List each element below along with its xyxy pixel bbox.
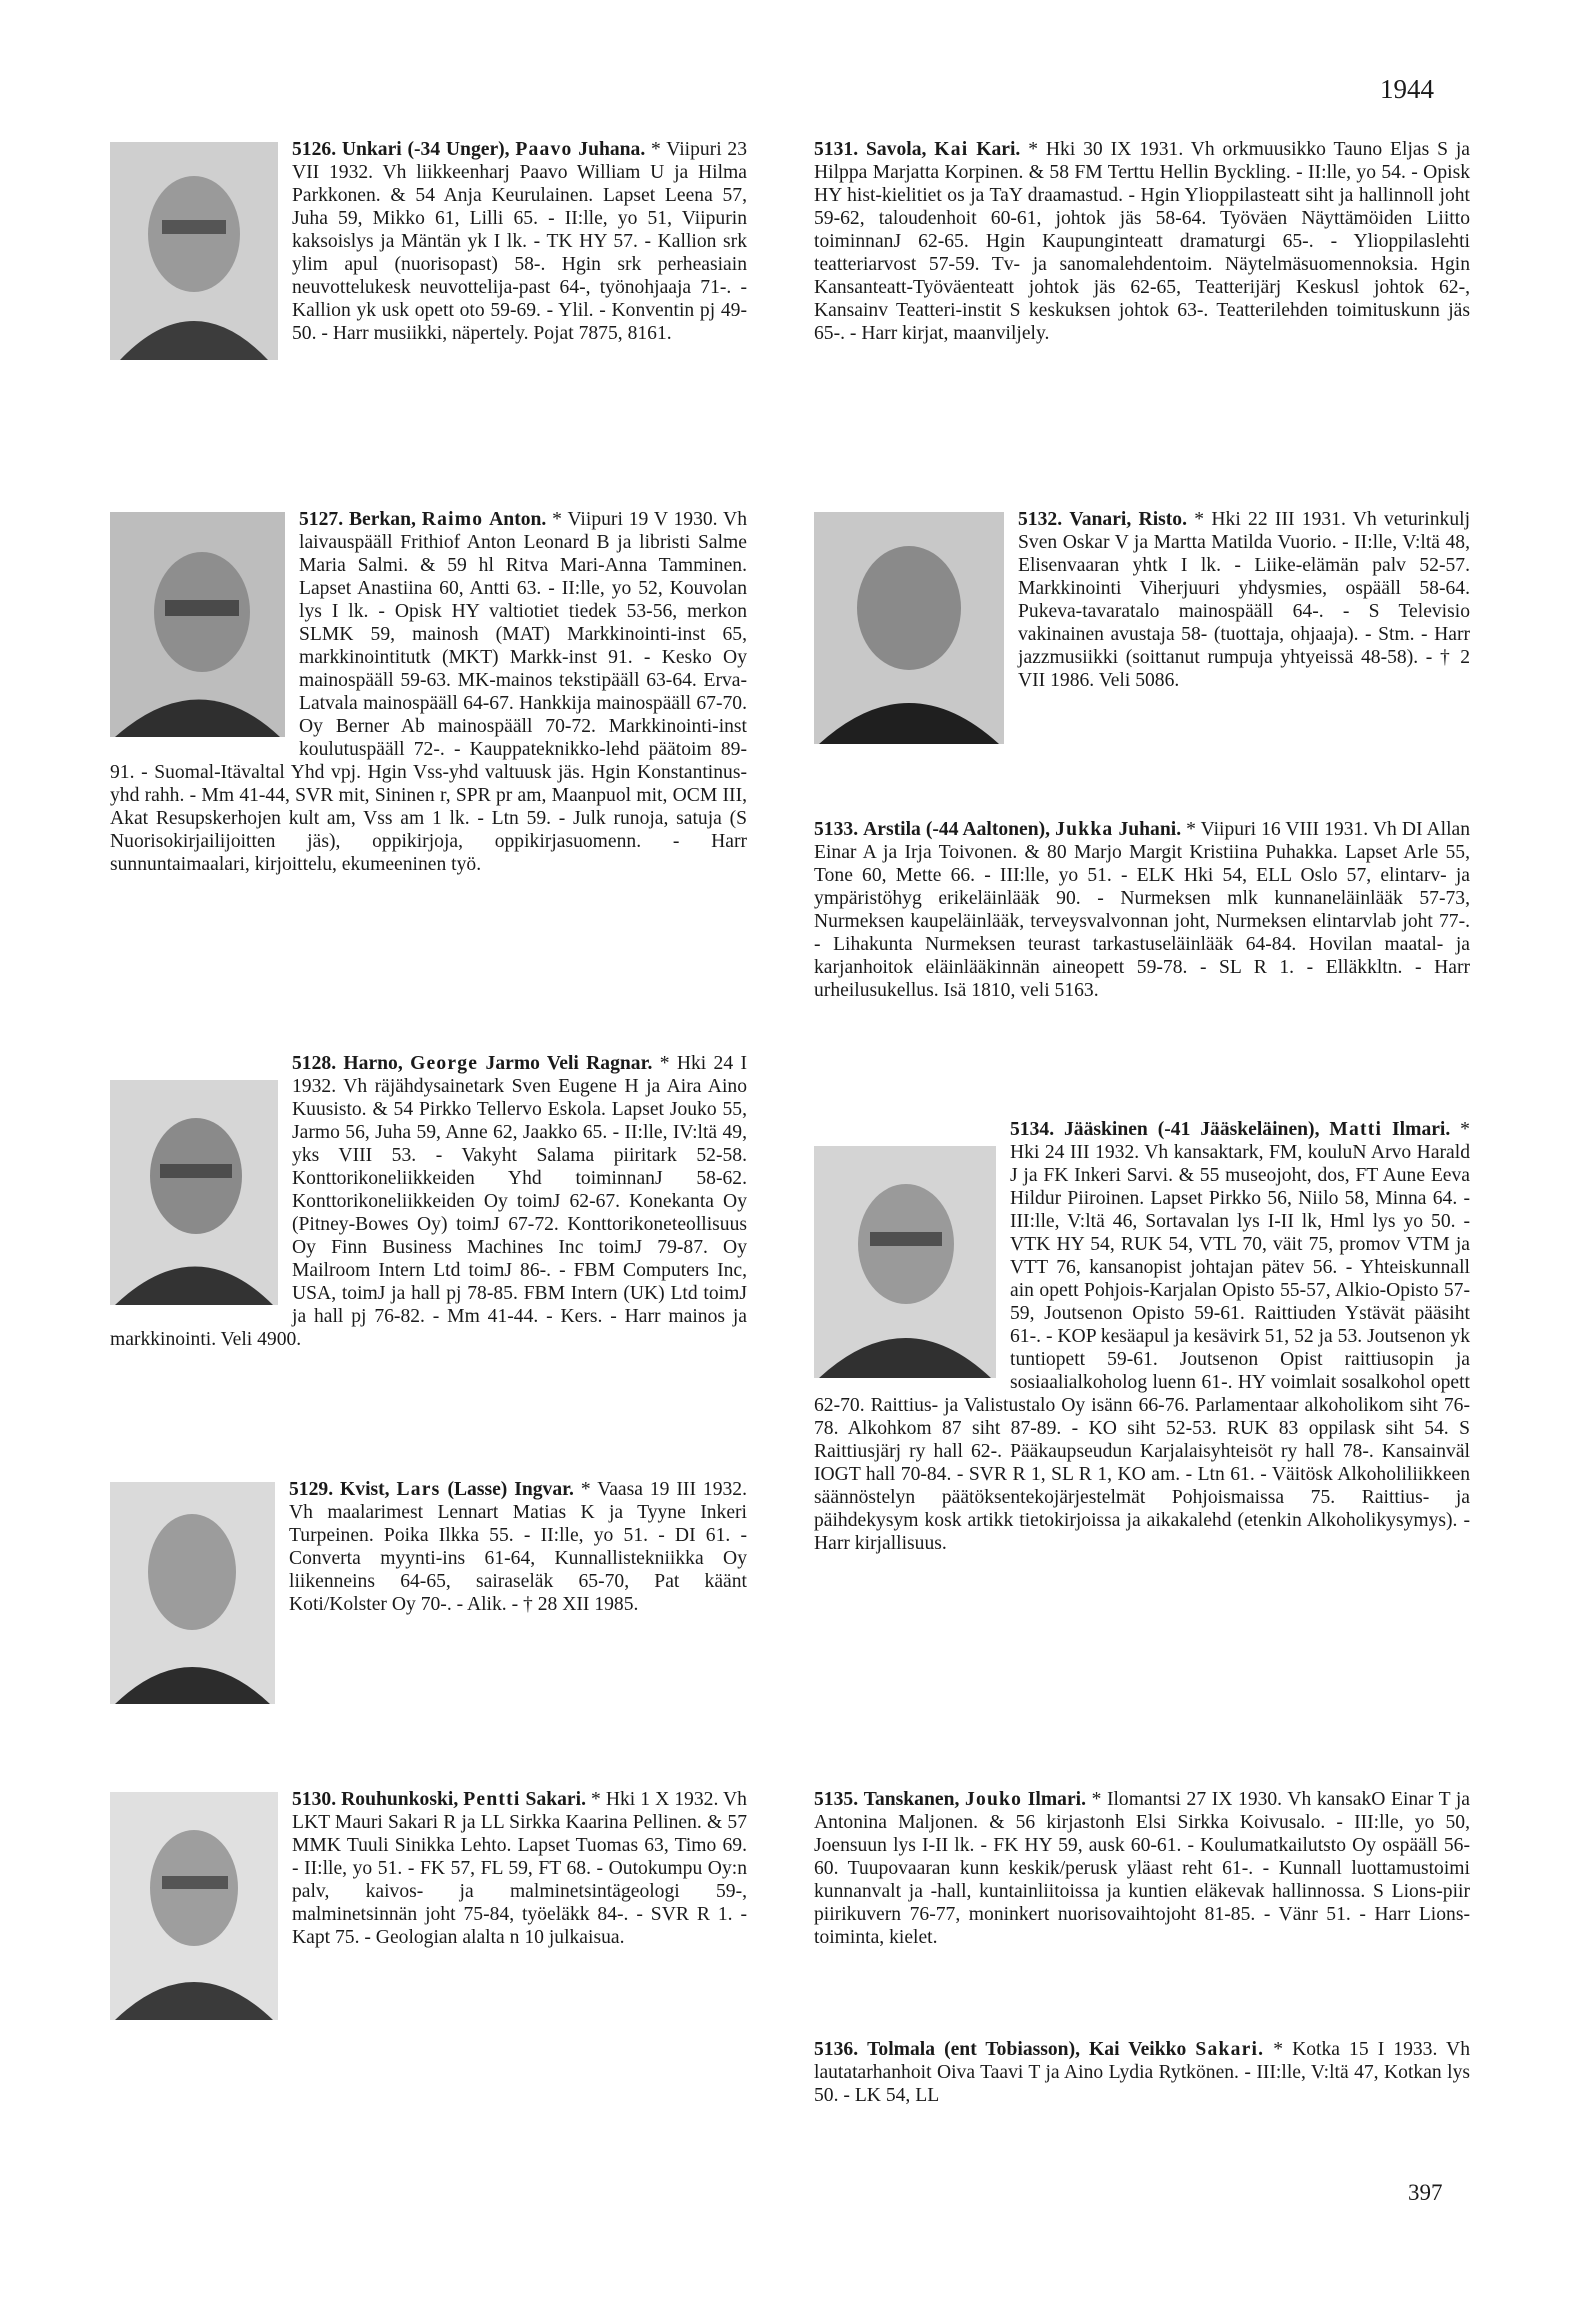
entry-name-rest: Juhana. (578, 139, 646, 160)
entry-5127 (110, 508, 747, 876)
entry-name-spaced: Jukka (1055, 819, 1114, 840)
page-number: 397 (1408, 2180, 1443, 2205)
entry-number: 5127. (299, 509, 344, 530)
entry-name: Savola, (865, 139, 927, 160)
entry-5128 (110, 1052, 747, 1351)
entry-5132 (814, 508, 1470, 750)
entry-5131 (814, 138, 1470, 345)
entry-name-spaced: Kai (934, 139, 969, 160)
entry-name-spaced: Jouko (964, 1789, 1023, 1810)
entry-name: Unkari (-34 Unger), (341, 139, 510, 160)
entry-name-rest: Ilmari. (1027, 1789, 1086, 1810)
entry-number: 5128. (292, 1053, 337, 1074)
entry-text: * Hki 30 IX 1931. Vh orkmuusikko Tauno Eljas S ja Hilppa Marjatta Korpinen. & 58 FM Terttu Hellin Byckling. - II:lle, yo 54. - Opisk HY hist-kielitiet os ja TaY draamastud. - Hgin Ylioppilasteatt siht ja hallinnoll joht 59-62, taloudenhoit 60-61, johtok jäs 58-64. Työväen Näyttämöiden Liitto toiminnanJ 62-65. Hgin Kaupunginteatt dramaturgi 65-. - Ylioppilaslehti teatteriarvost 57-59. Tv- ja sanomalehdentoim. Näytelmäsuomennoksia. Hgin Kansanteatt-Työväenteatt johtok jäs 62-65, Teatterijärj Keskusl johtok 62-, Kansainv Teatteri-instit S keskuksen johtok 63-. Teatterilehden toimituskunn jäs 65-. - Harr kirjat, maanviljely. (814, 139, 1470, 344)
entry-number: 5135. (814, 1789, 859, 1810)
entry-name-rest: Juhani. (1118, 819, 1182, 840)
entry-5130 (110, 1788, 747, 2026)
portrait-photo-icon (814, 512, 1004, 744)
entry-text: * Hki 24 III 1932. Vh kansaktark, FM, kouluN Arvo Harald J ja FK Inkeri Sarvi. & 55 museojoht, dos, FT Aune Eeva Hildur Piiroinen. Lapset Pirkko 56, Niilo 58, Minna 64. - III:lle, V:ltä 46, Sortavalan lys I-II lk, Hml lys yo 50. - VTK HY 54, RUK 54, VTL 70, väit 75, promov VTM ja VTT 76, kansanopist johtajan pätev 56. - Yhteiskunnall ain opett Pohjois-Karjalan Opisto 55-57, Alkio-Opisto 57-59, Joutsenon Opisto 59-61. Raittiuden Ystävät pääsiht 61-. - KOP kesäapul ja kesävirk 51, 52 ja 53. Joutsenon yk tuntiopett 59-61. Joutsenon Opist raittiusopin ja sosiaalialkoholog luenn 61-. HY voimlait sosalkohol opett 62-70. Raittius- ja Valistustalo Oy isänn 66-76. Parlamentaar alkoholikom siht 76-78. Alkohkom 87 siht 87-89. - KO siht 52-53. RUK 83 oppilask siht 54. S Raittiusjärj ry hall 62-. Pääkaupseudun Karjalaisyhteisöt ry hall 78-. Kansainväl IOGT hall 70-84. - SVR R 1, SL R 1, KO am. - Ltn 61. - Väitösk Alkoholiliikkeen säännöstelyn päätöksentekojärjestelmät Pohjoismaissa 75. Raittius- ja päihdekysym kosk artikk tietokirjoissa ja aikakalehd (etenkin Alkoholikysymys). - Harr kirjallisuus. (814, 1119, 1470, 1554)
portrait-photo-icon (110, 1792, 278, 2020)
entry-name-spaced: Lars (396, 1479, 441, 1500)
entry-number: 5132. (1018, 509, 1063, 530)
entry-text: * Hki 24 I 1932. Vh räjähdysainetark Sven Eugene H ja Aira Aino Kuusisto. & 54 Pirkko Tellervo Eskola. Lapset Jouko 55, Jarmo 56, Juha 59, Anne 62, Jaakko 65. - II:lle, IV:ltä 49, yks VIII 53. - Vakyht Salama piiritark 52-58. Konttorikoneliikkeiden Yhd toiminnanJ 58-62. Konttorikoneliikkeiden Oy toimJ 62-67. Konekanta Oy (Pitney-Bowes Oy) toimJ 67-72. Konttorikoneteollisuus Oy Finn Business Machines Inc toimJ 79-87. Oy Mailroom Intern Ltd toimJ 86-. - FBM Computers Inc, USA, toimJ ja hall pj 78-85. FBM Intern (UK) Ltd toimJ ja hall pj 76-82. - Mm 41-44. - Kers. - Harr mainos ja markkinointi. Veli 4900. (110, 1053, 747, 1350)
entry-name: Rouhunkoski, (341, 1789, 459, 1810)
entry-name: Harno, (343, 1053, 403, 1074)
entry-text: * Hki 22 III 1931. Vh veturinkulj Sven Oskar V ja Martta Matilda Vuorio. - II:lle, V:ltä 48, Elisenvaaran yhtk I lk. - Liike-elämän palv 52-57. Markkinointi Viherjuuri yhdysmies, ospääll 58-64. Pukeva-tavaratalo mainospääll 64-. - S Televisio vakinainen avustaja 58- (tuottaja, ohjaaja). - Stm. - Harr jazzmusiikki (soittanut rumpuja yhtyeissä 48-58). - † 2 VII 1986. Veli 5086. (1018, 509, 1471, 691)
entry-number: 5133. (814, 819, 859, 840)
portrait-photo-icon (110, 142, 278, 360)
entry-5136 (814, 2038, 1470, 2107)
entry-number: 5134. (1010, 1119, 1055, 1140)
entry-name-spaced: Paavo (515, 139, 573, 160)
entry-name-rest: Jarmo Veli Ragnar. (485, 1053, 653, 1074)
entry-name: Jääskinen (-41 Jääskeläinen), (1063, 1119, 1320, 1140)
entry-number: 5129. (289, 1479, 334, 1500)
year-heading: 1944 (1380, 74, 1434, 104)
entry-text: * Ilomantsi 27 IX 1930. Vh kansakO Einar T ja Antonina Maljonen. & 56 kirjastonh Elsi Sirkka Koivusalo. - III:lle, yo 50, Joensuun lys I-II lk. - FK HY 59, ausk 60-61. - Koulumatkailutsto Oy ospääll 56-60. Tuupovaaran kunn keskik/perusk yläast reht 61-. - Kunnall luottamustoimi kunnanvalt ja -hall, kuntainliitoissa ja kuntien eläkevak hallinnossa. S Lions-piir piirikuvern 76-77, moninkert nuorisovaihtojoht 81-85. - Vänr 51. - Harr Lions-toiminta, kielet. (814, 1789, 1470, 1948)
entry-text: * Viipuri 23 VII 1932. Vh liikkeenharj Paavo William U ja Hilma Parkkonen. & 54 Anja Keurulainen. Lapset Leena 57, Juha 59, Mikko 61, Lilli 65. - II:lle, yo 51, Viipurin kaksoislys ja Mäntän yk I lk. - TK HY 57. - Kallion srk ylim apul (nuorisopast) 58-. Hgin srk perheasiain neuvottelukesk neuvottelija-past 64-, työnohjaaja 71-. - Kallion yk usk opett oto 59-69. - Ylil. - Konventin pj 49-50. - Harr musiikki, näpertely. Pojat 7875, 8161. (292, 139, 747, 344)
entry-number: 5126. (292, 139, 337, 160)
entry-name: Berkan, (348, 509, 416, 530)
entry-text: * Viipuri 16 VIII 1931. Vh DI Allan Einar A ja Irja Toivonen. & 80 Marjo Margit Kristiina Puhakka. Lapset Arle 55, Tone 60, Mette 66. - III:lle, yo 51. - ELK Hki 54, ELL Oslo 57, elintarv- ja ympäristöhyg erikeläinlääk 90. - Nurmeksen mlk kunnaneläinlääk 57-73, Nurmeksen kaupeläinlääk, terveysvalvonnan joht, Nurmeksen elintarvlab joht 77-. - Lihakunta Nurmeksen teurast tarkastuseläinlääk 64-84. Hovilan maatal- ja karjanhoitok eläinlääkinnän aineopett 59-78. - SL R 1. - Elläkkltn. - Harr urheilusukellus. Isä 1810, veli 5163. (814, 819, 1471, 1001)
entry-name-rest: Anton. (489, 509, 547, 530)
entry-name-rest: Ilmari. (1392, 1119, 1451, 1140)
entry-number: 5130. (292, 1789, 337, 1810)
entry-name: Kvist, (340, 1479, 390, 1500)
entry-5126 (110, 138, 747, 366)
portrait-photo-icon (814, 1146, 996, 1378)
entry-text: * Viipuri 19 V 1930. Vh laivauspääll Frithiof Anton Leonard B ja libristi Salme Maria Salmi. & 59 hl Ritva Mari-Anna Tamminen. Lapset Anastiina 60, Antti 63. - II:lle, yo 52, Kouvolan lys I lk. - Opisk HY valtiotiet tiedek 53-56, merkon SLMK 59, mainosh (MAT) Markkinointi-inst 65, markkinointitutk (MKT) Markk-inst 91. - Kesko Oy mainospääll 59-63. MK-mainos tekstipääll 63-64. Erva-Latvala mainospääll 64-67. Hankkija mainospääll 67-70. Oy Berner Ab mainospääll 70-72. Markkinointi-inst koulutuspääll 72-. - Kauppateknikko-lehd päätoim 89-91. - Suomal-Itävaltal Yhd vpj. Hgin Vss-yhd valtuusk jäs. Hgin Konstantinus-yhd rahh. - Mm 41-44, SVR mit, Sininen r, SPR pr am, Maanpuol mit, OCM III, Akat Resupskerhojen kult am, Vss am 1 lk. - Ltn 59. - Julk runoja, satuja (S Nuorisokirjailijoitten jäs), oppikirjoja, oppikirjasuomenn. - Harr sunnuntaimaalari, kirjoittelu, ekumeeninen työ. (110, 509, 748, 875)
entry-name-spaced: Matti (1329, 1119, 1383, 1140)
entry-5134 (814, 1118, 1470, 1555)
entry-name: Vanari, Risto. (1069, 509, 1187, 530)
entry-name-spaced: George (410, 1053, 479, 1074)
entry-number: 5131. (814, 139, 859, 160)
entry-number: 5136. (814, 2039, 859, 2060)
entry-name: Tanskanen, (863, 1789, 960, 1810)
entry-text: * Vaasa 19 III 1932. Vh maalarimest Lennart Matias K ja Tyyne Inkeri Turpeinen. Poika Ilkka 55. - II:lle, yo 51. - DI 61. - Converta myynti-ins 61-64, Kunnallistekniikka Oy liikenneins 64-65, sairaseläk 65-70, Pat käänt Koti/Kolster Oy 70-. - Alik. - † 28 XII 1985. (289, 1479, 747, 1615)
portrait-photo-icon (110, 1080, 278, 1305)
entry-5135 (814, 1788, 1470, 1949)
entry-name: Tolmala (ent Tobiasson), Kai Veikko (867, 2039, 1187, 2060)
entry-text: * Hki 1 X 1932. Vh LKT Mauri Sakari R ja LL Sirkka Kaarina Pellinen. & 57 MMK Tuuli Sinikka Lehto. Lapset Tuomas 63, Timo 69. - II:lle, yo 51. - FK 57, FL 59, FT 68. - Outokumpu Oy:n palv, kaivos- ja malminetsintägeologi 59-, malminetsinnän joht 75-84, työeläkk 84-. - SVR R 1. - Kapt 75. - Geologian alalta n 10 julkaisua. (292, 1789, 747, 1948)
entry-5129 (110, 1478, 747, 1710)
portrait-photo-icon (110, 512, 285, 737)
entry-name-rest: Sakari. (525, 1789, 586, 1810)
entry-name-spaced: Raimo (421, 509, 484, 530)
entry-name-spaced: Pentti (463, 1789, 521, 1810)
entry-name-rest: (Lasse) Ingvar. (447, 1479, 574, 1500)
entry-name-spaced: Sakari. (1195, 2039, 1265, 2060)
entry-text: * Kotka 15 I 1933. Vh lautatarhanhoit Oiva Taavi T ja Aino Lydia Rytkönen. - III:lle, V:ltä 47, Kotkan lys 50. - LK 54, LL (814, 2039, 1470, 2106)
entry-name: Arstila (-44 Aaltonen), (863, 819, 1051, 840)
portrait-photo-icon (110, 1482, 275, 1704)
entry-name-rest: Kari. (976, 139, 1021, 160)
entry-5133 (814, 818, 1470, 1002)
